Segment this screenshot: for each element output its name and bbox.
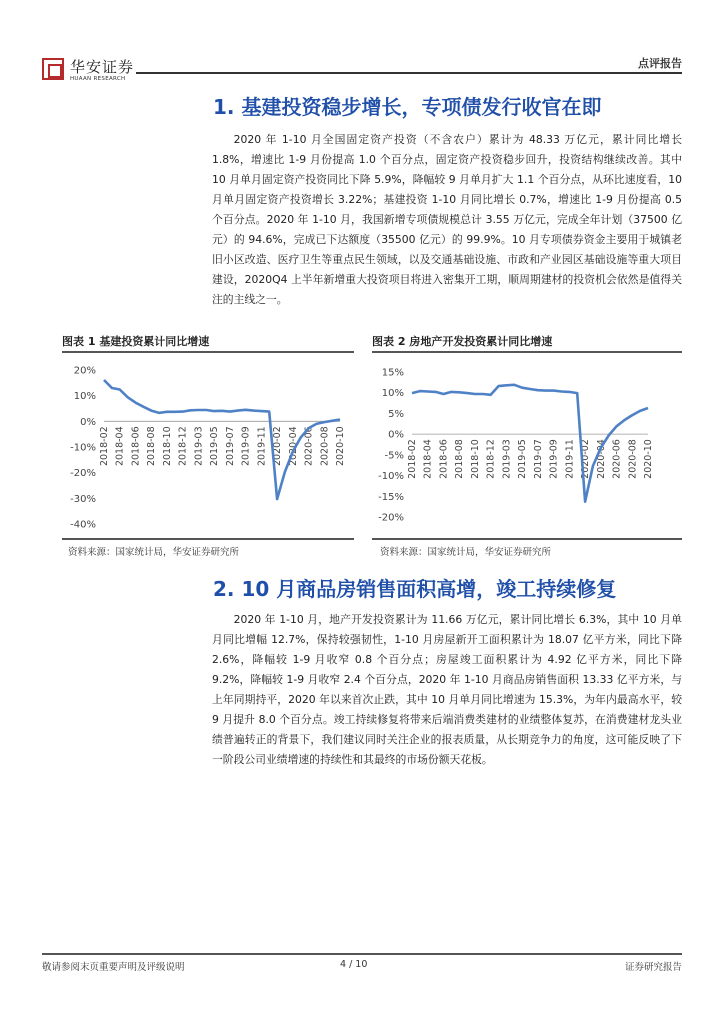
footer-report-label: 证券研究报告 xyxy=(624,962,682,973)
section-1-body xyxy=(212,130,682,310)
x-tick-label: 2018-06 xyxy=(130,426,142,467)
x-tick-label: 2020-06 xyxy=(611,439,623,479)
y-tick-label: 5% xyxy=(388,408,404,420)
x-tick-label: 2019-03 xyxy=(193,426,205,467)
y-tick-label: -30% xyxy=(70,493,96,505)
y-tick-label: -20% xyxy=(70,468,96,480)
figure-2-chart xyxy=(372,356,682,536)
figure-2-top-rule xyxy=(372,351,682,353)
y-tick-label: 10% xyxy=(73,391,96,403)
x-tick-label: 2019-07 xyxy=(224,426,236,467)
logo-text: 华安证券 xyxy=(70,58,135,76)
x-tick-label: 2020-08 xyxy=(627,439,639,479)
x-tick-label: 2018-02 xyxy=(99,426,110,467)
y-tick-label: -5% xyxy=(384,450,404,462)
x-tick-label: 2019-11 xyxy=(564,439,576,479)
x-tick-label: 2018-04 xyxy=(422,439,434,479)
x-tick-label: 2020-02 xyxy=(580,439,592,479)
x-tick-label: 2018-08 xyxy=(454,439,466,479)
x-tick-label: 2018-12 xyxy=(177,426,189,467)
y-tick-label: 20% xyxy=(73,365,96,377)
y-tick-label: -10% xyxy=(378,471,404,483)
x-tick-label: 2020-02 xyxy=(272,426,284,467)
footer-divider xyxy=(42,953,682,955)
figure-2-source: 资料来源：国家统计局，华安证券研究所 xyxy=(380,547,552,558)
x-tick-label: 2018-12 xyxy=(485,439,497,479)
y-tick-label: 15% xyxy=(381,367,404,379)
x-tick-label: 2019-11 xyxy=(256,426,268,467)
y-tick-label: -15% xyxy=(378,491,404,503)
footer-disclaimer: 敬请参阅末页重要声明及评级说明 xyxy=(42,962,185,973)
y-tick-label: -40% xyxy=(70,519,96,531)
x-tick-label: 2020-04 xyxy=(287,426,299,467)
x-tick-label: 2018-06 xyxy=(438,439,450,479)
x-tick-label: 2018-08 xyxy=(146,426,158,467)
x-tick-label: 2020-06 xyxy=(303,426,315,467)
x-tick-label: 2020-10 xyxy=(335,426,346,467)
figure-1-title: 图表 1 基建投资累计同比增速 xyxy=(62,335,210,348)
x-tick-label: 2018-02 xyxy=(407,439,418,479)
x-tick-label: 2019-09 xyxy=(548,439,560,479)
x-tick-label: 2019-03 xyxy=(501,439,513,479)
y-tick-label: -10% xyxy=(70,442,96,454)
section-1-paragraph: 2020 年 1-10 月全国固定资产投资（不含农户）累计为 48.33 万亿元，累计同比增长 1.8%，增速比 1-9 月份提高 1.0 个百分点，固定资产投资稳步回升，投资结构继续改善。其中 10 月单月固定资产投资同比下降 5.9%，降幅较 9 月单月扩大 1.1 个百分点，从环比速度看，10 月单月固定资产投资增长 3.22%；基建投资 1-10 月同比增长 0.7%，增速比 1-9 月份提高 0.5 个百分点。2020 年 1-10 月，我国新增专项债规模总计 3.55 万亿元，完成全年计划（37500 亿元）的 94.6%，完成已下达额度（35500 亿元）的 99.9%。10 月专项债券资金主要用于城镇老旧小区改造、医疗卫生等重点民生领域，以及交通基础设施、市政和产业园区基础设施等重大项目建设，2020Q4 上半年新增重大投资项目将进入密集开工期，顺周期建材的投资机会依然是值得关注的主线之一。 xyxy=(212,133,682,306)
x-tick-label: 2018-10 xyxy=(161,426,173,467)
figure-1-chart xyxy=(62,356,354,536)
x-tick-label: 2020-08 xyxy=(319,426,331,467)
x-tick-label: 2020-04 xyxy=(595,439,607,479)
y-tick-label: 0% xyxy=(80,416,96,428)
section-2-title: 2. 10 月商品房销售面积高增，竣工持续修复 xyxy=(213,577,617,601)
section-2-paragraph: 2020 年 1-10 月，地产开发投资累计为 11.66 万亿元，累计同比增长 6.3%，其中 10 月单月同比增幅 12.7%，保持较强韧性，1-10 月房屋新开工面积累计为 18.07 亿平方米，同比下降 2.6%，降幅较 1-9 月收窄 0.8 个百分点；房屋竣工面积累计为 4.92 亿平方米，同比下降 9.2%，降幅较 1-9 月收窄 2.4 个百分点，2020 年 1-10 月商品房销售面积 13.33 亿平方米，与上年同期持平，2020 年以来首次止跌，其中 10 月单月同比增速为 15.3%，为年内最高水平，较 9 月提升 8.0 个百分点。竣工持续修复将带来后端消费类建材的业绩整体复苏，在消费建材龙头业绩普遍转正的背景下，我们建议同时关注企业的报表质量，从长期竞争力的角度，这可能反映了下一阶段公司业绩增速的持续性和其最终的市场份额天花板。 xyxy=(212,613,682,766)
x-tick-label: 2018-10 xyxy=(469,439,481,479)
logo-icon xyxy=(42,58,64,80)
header-divider xyxy=(136,72,682,74)
page-number: 4 / 10 xyxy=(340,959,368,970)
x-tick-label: 2020-10 xyxy=(643,439,654,479)
section-1-title: 1. 基建投资稳步增长，专项债发行收官在即 xyxy=(213,95,602,119)
section-2-body xyxy=(212,610,682,770)
x-tick-label: 2019-07 xyxy=(532,439,544,479)
figure-1-bottom-rule xyxy=(62,538,354,540)
logo-subtext: HUAAN RESEARCH xyxy=(70,76,126,82)
x-tick-label: 2019-05 xyxy=(209,426,221,467)
x-tick-label: 2018-04 xyxy=(114,426,126,467)
figure-1-source: 资料来源：国家统计局，华安证券研究所 xyxy=(68,547,240,558)
y-tick-label: 10% xyxy=(381,388,404,400)
y-tick-label: 0% xyxy=(388,429,404,441)
figure-2-title: 图表 2 房地产开发投资累计同比增速 xyxy=(372,335,553,348)
figure-1-top-rule xyxy=(62,351,354,353)
x-tick-label: 2019-05 xyxy=(517,439,529,479)
report-type-label: 点评报告 xyxy=(638,57,682,70)
x-tick-label: 2019-09 xyxy=(240,426,252,467)
y-tick-label: -20% xyxy=(378,512,404,524)
figure-2-bottom-rule xyxy=(372,538,682,540)
